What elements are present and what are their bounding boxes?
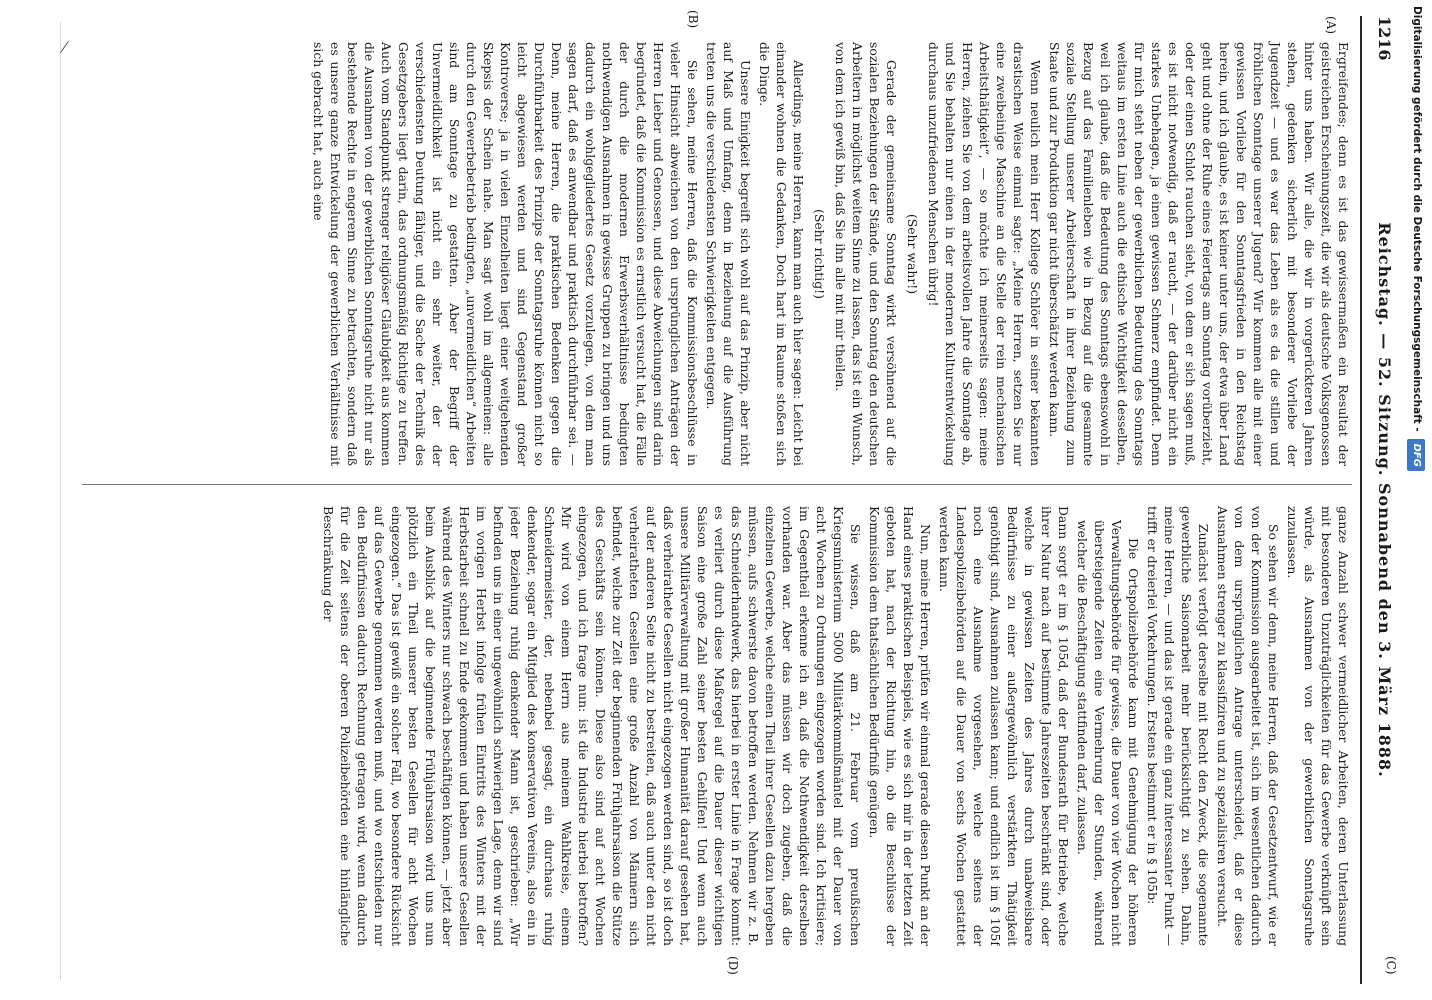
margin-mark-d: (D) [726,956,740,975]
right-column [72,506,1352,946]
right-paragraph-5: Dann sorgt er im § 105d, daß der Bundesrath für Betriebe, welche ihrer Natur nach auf bestimmte Jahreszeiten beschränkt sind, oder welche in gewissen Zeiten des Jahres durch unabweisbare Bedürfnisse zu einer außergewöhnlich verstärkten Thätigkeit genöthigt sind, Ausnahmen zulassen kann; und endlich ist im § 105f noch eine Ausnahme vorgesehen, welche seitens der Landespolizeibehörden auf die Dauer von sechs Wochen gestattet werden kann. [937,506,1071,946]
margin-mark-b: (B) [686,10,700,29]
right-paragraph-7: Sie wissen, daß am 21. Februar vom preußischen Kriegsministerium 5000 Militärkommißmäntel mit der Dauer von acht Wochen zu Ordnungen eingezogen worden sind. Ich kritisiere; im Gegentheil erkenne ich an, daß die Nothwendigkeit derselben vorhanden war. Aber das müssen wir doch zugeben, daß die einzelnen Gewerbe, welche einen Theil ihrer Gesellen dazu hergeben müssen, aufs schwerste davon betroffen werden. Nehmen wir z. B. das Schneiderhandwerk, das hierbei in erster Linie in Frage kommt: es verliert durch diese Maßregel auf die Dauer dieser wichtigen Saison eine große Zahl seiner besten Gehilfen! Und wenn auch unsere Militärverwaltung mit großer Humanität darauf gesehen hat, daß verheirathete Gesellen nicht eingezogen werden sind, so ist doch auf der anderen Seite nicht zu bestreiten, daß auch unter den nicht verheiratheten Gesellen eine große Anzahl von Männern sich befindet, welche zur Zeit der beginnenden Frühjahrsaison die Stütze des Geschäfts sein können. Diese also sind auf acht Wochen eingezogen, und ich frage nun: ist die Industrie hierbei betroffen? Mir wird von einem Herrn aus meinem Wahlkreise, einem Schneidermeister, der, nebenbei gesagt, ein durchaus ruhig denkender, sogar ein Mitglied des konservativen Vereins, also ein in jeder Beziehung ruhig denkender Mann ist, geschrieben: „Wir befinden uns in einer ungewöhnlich schwierigen Lage, denn wir sind im vorigen Herbst infolge frühen Eintritts des Winters mit der Herbstarbeit schnell zu Ende gekommen und haben unsere Gesellen während des Winters nur schwach beschäftigen können, — jetzt aber beim Ausblick auf die beginnende Frühjahrsaison wird uns nun plötzlich ein Theil unserer besten Gesellen für acht Wochen eingezogen.“ Das ist gewiß ein solcher Fall, wo besondere Rücksicht auf das Gewerbe genommen werden muß, und wo entschieden nur den Bedürfnissen dadurch Rechnung getragen wird, wenn dadurch für die Zeit seitens der oberen Polizeibehörden eine hinlängliche Beschränkung der [321,506,863,946]
left-interjection-2: (Sehr richtig!) [812,209,827,299]
left-paragraph-1: Ergreifendes; denn es ist das gewissermaßen ein Resultat der geistreichen Erscheinungszeit, die wir als deutsche Volksgenossen hinter uns haben. Wir alle, die wir in vorgerückteren Jahren stehen, gedenken sicherlich mit besonderer Vorliebe der Jugendzeit — und es war das Leben als es da die stillen und fröhlichen Sonntage unserer Jugend? Wir kommen alle mit einer gewissen Vorliebe für den Sonntagsfrieden in den Reichstag herein, und ich glaube, es ist keiner unter uns, der etwa über Land geht und ohne der Ruhe eines Feiertags am Sonntag vorüberzieht, oder der einen Schlot rauchen sieht, von dem er sich sagen muß, es ist nicht notwendig, daß er raucht, — der darüber nicht ein starkes Unbehagen, ja einen gewissen Schmerz empfindet. Denn für mich steht neben der gewerblichen Bedeutung des Sonntags weitaus im ersten Linie auch die ethische Wichtigkeit desselben, weil ich glaube, daß die Bedeutung des Sonntags ebensowohl in Bezug auf das Familienleben wie in Bezug auf die gesammte soziale Stellung unserer Arbeiterschaft in ihrer Beziehung zum Staate und zur Produktion gar nicht überschätzt werden kann. [1047,42,1351,466]
margin-mark-c: (C) [1384,956,1398,975]
margin-mark-a: (A) [1324,16,1338,35]
credit-text: Digitalisierung gefördert durch die Deutsche Forschungsgemeinschaft - [1411,6,1423,432]
header-rule [1360,16,1362,984]
right-quote-1: Die Ortspolizeibehörde kann mit Genehmigung der höheren Verwaltungsbehörde für gewisse, die Dauer von vier Wochen nicht übersteigende Zeiten eine Vermehrung der Stunden, während welcher die Beschäftigung stattfinden darf, zulassen. [1075,520,1141,946]
rotated-page [60,10,1400,984]
left-column [72,16,1352,466]
dfg-badge: DFG [1407,439,1425,470]
column-divider [82,484,1352,485]
left-paragraph-4: Gerade der gemeinsame Sonntag wirkt versöhnend auf die sozialen Beziehungen der Stände, und den Sonntag den deutschen Arbeitern in möglichst weitem Sinne zu lassen, das ist ein Wunsch, von dem ich gewiß bin, daß Sie ihn alle mit mir theilen. [833,42,899,466]
left-paragraph-6: Allerdings, meine Herren, kann man auch hier sagen: Leicht bei einander wohnen die Gedanken, Doch hart im Raume stoßen sich die Dinge. [757,42,806,466]
digitization-credit [1408,6,1426,994]
page-header [1360,16,1400,984]
right-paragraph-1: ganze Anzahl schwer vermeidlicher Arbeiten, deren Unterlassung mit besonderen Unzuträglichkeiten für das Gewerbe verknüpft sein würde, als Ausnahmen von der gewerblichen Sonntagsruhe zuzulassen. [1285,506,1351,946]
right-paragraph-3: Zunächst verfolgt derselbe mit Recht den Zweck, die sogenannte gewerbliche Saisonarbeit mehr berücksichtigt zu sehen. Dahin, meine Herren, — und das ist gerade ein ganz interessanter Punkt — trifft er dreierlei Vorkehrungen. Erstens bestimmt er in § 105b: [1145,506,1211,946]
page-number: 1216 [1375,16,1394,61]
running-head: Reichstag. — 52. Sitzung. Sonnabend den 3. März 1888. [1375,222,1394,778]
left-paragraph-2: Wenn neulich mein Herr Kollege Schlöer in seiner bekannten drastischen Weise einmal sagte: „Meine Herren, setzen Sie nur eine zweibeinige Maschine an die Stelle der rein mechanischen Arbeitsthätigkeit“, — so möchte ich meinerseits sagen: meine Herren, ziehen Sie von dem arbeitsvollen Jahre die Sonntage ab, und Sie behalten nur einen in der modernen Kulturentwickelung durchaus unzufriedenen Menschen übrig! [926,42,1043,466]
left-interjection-1: (Sehr wahr!) [905,213,920,295]
right-paragraph-6: Nun, meine Herren, prüfen wir einmal gerade diesen Punkt an der Hand eines praktischen Beispiels, wie es sich mir in der letzten Zeit geboten hat, nach der Richtung hin, ob die Beschlüsse der Kommission dem thatsächlichen Bedürfniß genügen. [867,506,933,946]
right-paragraph-2: So sehen wir denn, meine Herren, daß der Gesetzentwurf, wie er von der Kommission ausgearbeitet ist, sich im wesentlichen dadurch von dem ursprünglichen Antrage unterscheidet, daß er diese Ausnahmen strenger zu klassifiziren und zu spezialisiren versucht. [1215,506,1281,946]
left-paragraph-7: Unsere Einigkeit begreift sich wohl auf das Prinzip, aber nicht auf Maß und Umfang, denn in Beziehung auf die Ausführung treten uns die verschiedensten Schwierigkeiten entgegen. [704,42,753,466]
left-paragraph-8: Sie sehen, meine Herren, daß die Kommissionsbeschlüsse in vieler Hinsicht abweichen von den ursprünglichen Anträgen der Herren Lieber und Genossen, und diese Abweichungen sind darin begründet, daß die Kommission es ernstlich versucht hat, die Fälle der durch die modernen Erwerbsverhältnisse bedingten nothwendigen Ausnahmen in gewisse Gruppen zu bringen und uns dadurch ein wohlgegliedertes Gesetz vorzulegen, von dem man sagen darf, daß es anwendbar und praktisch durchführbar sei. — Denn, meine Herren, die praktischen Bedenken gegen die Durchführbarkeit des Prinzips der Sonntagsruhe können nicht so leicht abgewiesen werden und sind Gegenstand großer Kontroverse; ja in vielen Einzelheiten liegt einer weitgehenden Skepsis der Schein nahe. Man sagt wohl im allgemeinen: alle durch den Gewerbebetrieb bedingten, „unvermeidlichen“ Arbeiten sind am Sonntage zu gestatten. Aber der Begriff der Unvermeidlichkeit ist nicht ein sehr weiter, der der verschiedensten Deutung fähiger, und die Sache der Technik des Gesetzgebers liegt darin, das ordnungsmäßig Richtige zu treffen. Auch vom Standpunkt strenger religiöser Gläubigkeit aus kommen die Ausnahmen von der gewerblichen Sonntagsruhe nicht nur als bestehende Rechte in engerem Sinne zu betrachten, sondern daß es unsere ganze Entwickelung der gewerblichen Verhältnisse mit sich gebracht hat, auch eine [311,42,700,466]
